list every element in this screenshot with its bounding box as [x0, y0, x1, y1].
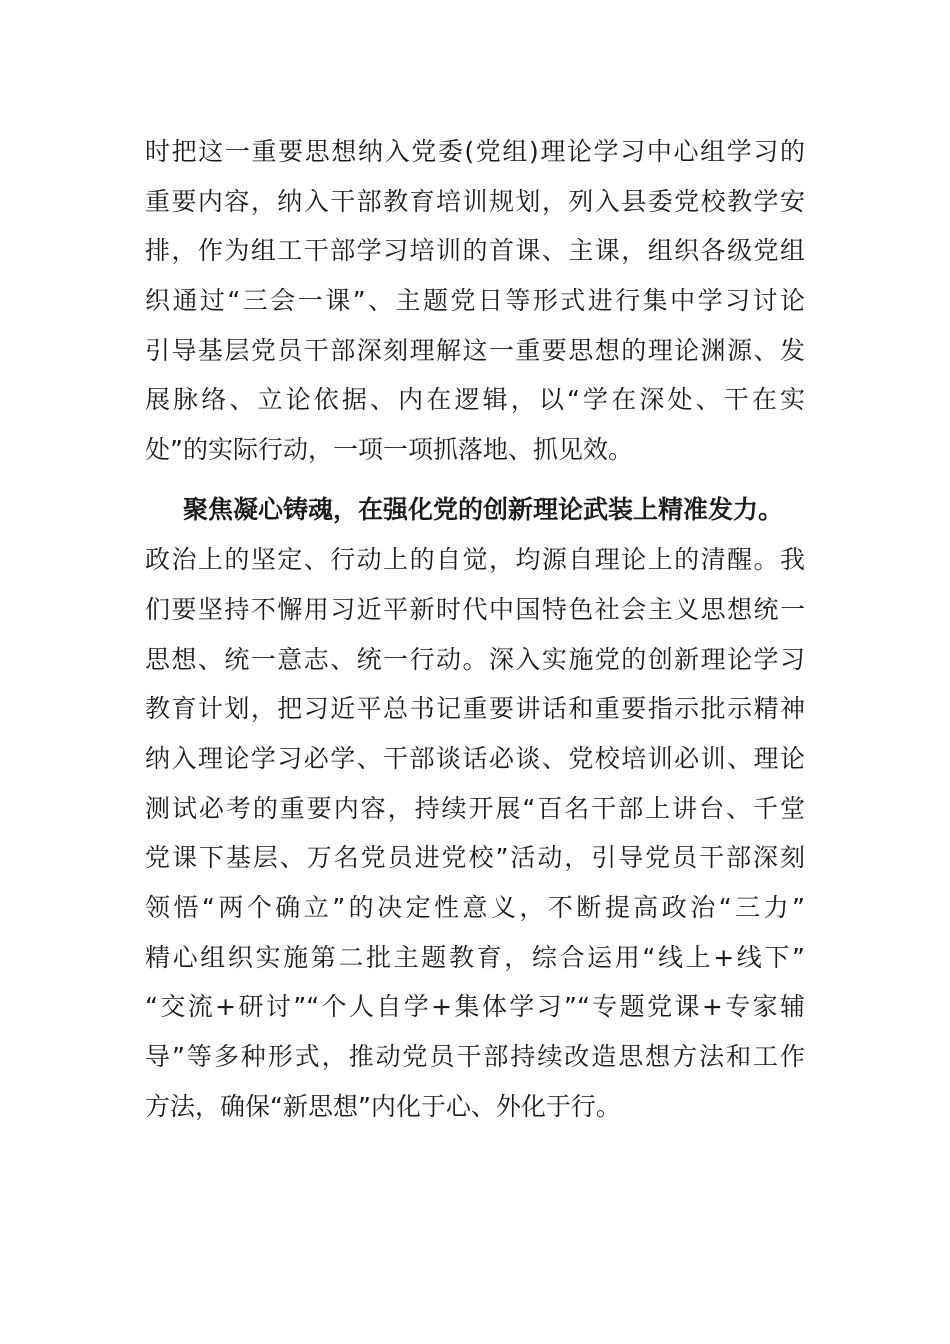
text-line: 测试必考的重要内容，持续开展“百名干部上讲台、千堂: [145, 794, 805, 823]
text-line: 重要内容，纳入干部教育培训规划，列入县委党校教学安: [145, 187, 805, 216]
text-line: 领悟“两个确立”的决定性意义，不断提高政治“三力”: [145, 893, 805, 922]
text-line: 教育计划，把习近平总书记重要讲话和重要指示批示精神: [145, 694, 805, 723]
text-line: 展脉络、立论依据、内在逻辑，以“学在深处、干在实: [145, 385, 805, 414]
text-line: 党课下基层、万名党员进党校”活动，引导党员干部深刻: [145, 843, 805, 872]
text-line: 排，作为组工干部学习培训的首课、主课，组织各级党组: [145, 236, 805, 265]
text-line: “交流+研讨”“个人自学+集体学习”“专题党课+专家辅: [145, 992, 805, 1021]
text-line: 精心组织实施第二批主题教育，综合运用“线上+线下”: [145, 943, 805, 972]
text-line: 纳入理论学习必学、干部谈话必谈、党校培训必训、理论: [145, 744, 805, 773]
text-line: 们要坚持不懈用习近平新时代中国特色社会主义思想统一: [145, 595, 805, 624]
text-line: 导”等多种形式，推动党员干部持续改造思想方法和工作: [145, 1042, 805, 1071]
text-line: 时把这一重要思想纳入党委(党组)理论学习中心组学习的: [145, 137, 805, 166]
text-line: 思想、统一意志、统一行动。深入实施党的创新理论学习: [145, 645, 805, 674]
paragraph-heading: 聚焦凝心铸魂，在强化党的创新理论武装上精准发力。: [183, 495, 784, 524]
text-line: 引导基层党员干部深刻理解这一重要思想的理论渊源、发: [145, 336, 805, 365]
text-line: 处”的实际行动，一项一项抓落地、抓见效。: [145, 435, 633, 464]
text-line: 政治上的坚定、行动上的自觉，均源自理论上的清醒。我: [145, 545, 805, 574]
text-line: 织通过“三会一课”、主题党日等形式进行集中学习讨论: [145, 286, 805, 315]
text-line: 方法，确保“新思想”内化于心、外化于行。: [145, 1092, 621, 1121]
